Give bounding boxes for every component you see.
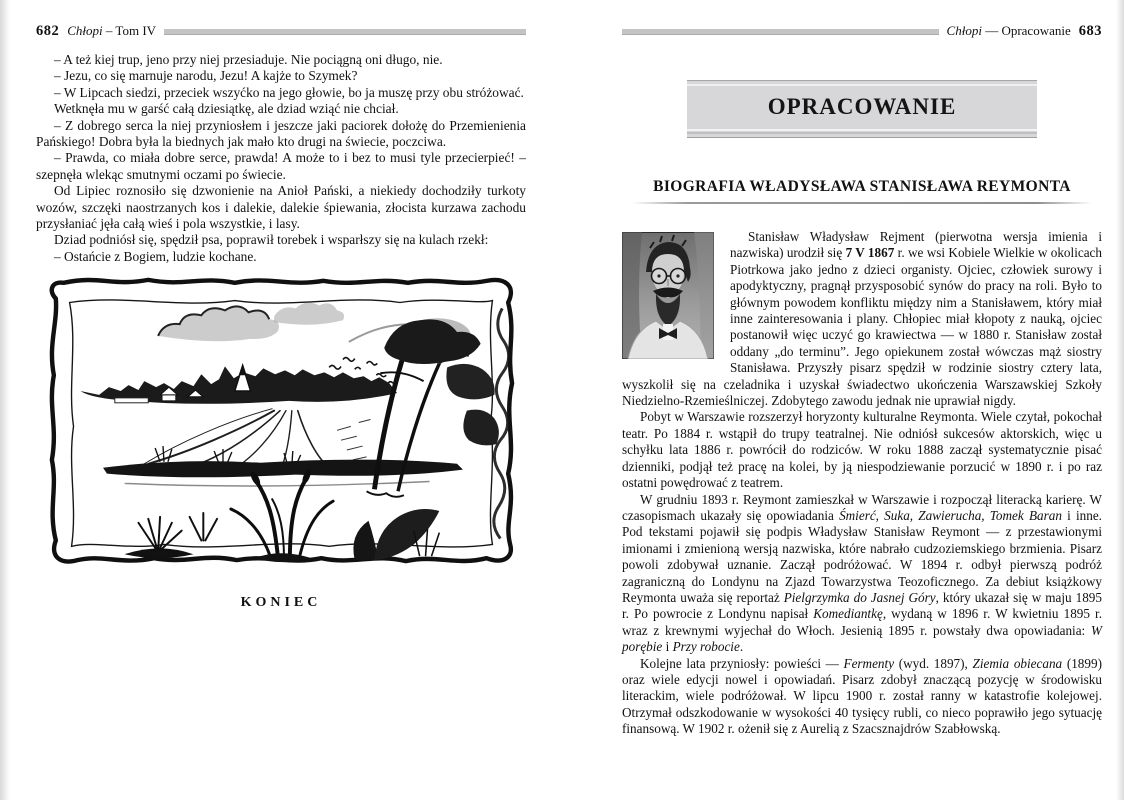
novel-text	[36, 52, 526, 265]
chapter-heading-rule	[632, 202, 1093, 204]
end-illustration	[36, 273, 526, 573]
header-rule-left	[164, 29, 526, 35]
paragraph: – Ostańcie z Bogiem, ludzie kochane.	[54, 248, 257, 264]
the-end-label: KONIEC	[240, 595, 322, 611]
paragraph: – Prawda, co miała dobre serce, prawda! A może to i bez to musi tyle przecierpieć! – szepnęła wlekąc smutnymi oczami po świecie.	[36, 150, 526, 182]
section-banner-title: OPRACOWANIE	[767, 94, 957, 119]
bio-paragraph: Stanisław Władysław Rejment (pierwotna wersja imienia i nazwiska) urodził się 7 V 1867 r. we wsi Kobiele Wielkie w okolicach Piotrkowa jako jedno z dzieci organisty. Ojciec, człowiek surowy i apodyktyczny, pragnął przysposobić synów do pracy na roli. Było to głównym powodem konfliktu między nim a Stanisławem, który miał inne zainteresowania i plany. Chłopiec miał kłopoty z nauką, ojciec postanowił więc uczyć go krawiectwa — w 1880 r. Stanisław został oddany „do terminu”. Jego opiekunem został wówczas mąż siostry Stanisława. Przyszły pisarz spędził w rodzinie siostry cztery lata, wyszkolił się na czeladnika i uzyskał świadectwo ukończenia Warszawskiej Szkoły Niedzielno-Rzemieślniczej. Zdobytego zawodu jednak nie uprawiał nigdy.	[622, 229, 1103, 409]
paragraph: Od Lipiec roznosiło się dzwonienie na Anioł Pański, a niekiedy dochodziły turkoty wozów, szczęki naostrzanych kos i dalekie, dalekie śpiewania, złocista kurzawa zachodu przysłaniać jęła całą wieś i pola wszystkie, i lasy.	[36, 183, 526, 232]
rural-landscape-illustration	[38, 273, 525, 568]
chapter-heading: BIOGRAFIA WŁADYSŁAWA STANISŁAWA REYMONTA	[653, 178, 1071, 195]
running-title-right: Chłopi — Opracowanie	[946, 23, 1071, 38]
paragraph: – Jezu, co się marnuje narodu, Jezu! A kajże to Szymek?	[54, 68, 358, 84]
running-title-left: Chłopi – Tom IV	[67, 23, 157, 38]
bio-paragraph: Kolejne lata przyniosły: powieści — Fermenty (wyd. 1897), Ziemia obiecana (1899) oraz wiele edycji nowel i opowiadań. Pisarz zdobył znaczącą pozycję w środowisku literackim, wiele podróżował. W lipcu 1900 r. został ranny w katastrofie kolejowej. Otrzymał odszkodowanie w wysokości 40 tysięcy rubli, co nieco poprawiło jego sytuację finansową. W 1902 r. ożenił się z Aurelią z Szacsznajdrów Szabłowską.	[622, 655, 1102, 737]
paragraph: Wetknęła mu w garść całą dziesiątkę, ale dziad wziąć nie chciał.	[54, 101, 399, 117]
paragraph: – A też kiej trup, jeno przy niej przesiaduje. Nie pociągną oni długo, nie.	[54, 52, 443, 67]
chapter-heading-block	[622, 178, 1102, 204]
page-number-left: 682	[36, 22, 60, 39]
header-rule-right	[622, 29, 939, 35]
page-right	[562, 0, 1124, 800]
biography-text	[622, 229, 1102, 738]
paragraph: – W Lipcach siedzi, przeciek wszyćko na jego głowie, bo ja muszę przy obu stróżować.	[54, 84, 524, 100]
author-portrait	[622, 232, 714, 359]
page-number-right: 683	[1078, 22, 1102, 39]
bio-paragraph: W grudniu 1893 r. Reymont zamieszkał w Warszawie i rozpoczął literacką karierę. W czasopismach ukazały się opowiadania Śmierć, Suka, Zawierucha, Tomek Baran i inne. Pod tekstami pojawił się podpis Władysław Stanisław Reymont — z przestawionymi imionami i zmienioną wersją nazwiska, które nabrało cudzoziemskiego brzmienia. Pisarz powoli zdobywał uznanie. Zaczął podróżować. W 1894 r. odbył pierwszą podróż zagraniczną do Londynu na Zjazd Towarzystwa Teozoficznego. Za debiut książkowy Reymonta uważa się reportaż Pielgrzymka do Jasnej Góry, który ukazał się w maju 1895 r. Po powrocie z Londynu napisał Komediantkę, wydaną w 1896 r. W kwietniu 1895 r. wraz z krewnymi wyjechał do Włoch. Jesienią 1895 r. powstały dwa opowiadania: W porębie i Przy robocie.	[622, 491, 1103, 655]
section-banner	[687, 80, 1037, 138]
bio-paragraph: Pobyt w Warszawie rozszerzył horyzonty kulturalne Reymonta. Wiele czytał, pokochał teatr. Po 1884 r. wstąpił do trupy teatralnej. Nie odniósł sukcesów aktorskich, więc u schyłku lata 1886 r. powrócił do rodziców. W roku 1888 zaczął systematycznie pisać dzienniki, podjął też pracę na kolei, by ją niespodziewanie porzucić w 1890 r. i po raz ostatni powędrować z teatrem.	[622, 409, 1102, 491]
running-header-left	[36, 23, 526, 39]
paragraph: – Z dobrego serca la niej przyniosłem i jeszcze jaki paciorek dołożę do Przemienienia Pańskiego! Dobra była la biednych jak mało kto drugi na świecie, poczciwa.	[36, 117, 526, 150]
running-header-right	[622, 23, 1102, 39]
paragraph: Dziad podniósł się, spędził psa, poprawił torebek i wsparłszy się na kulach rzekł:	[54, 232, 489, 248]
